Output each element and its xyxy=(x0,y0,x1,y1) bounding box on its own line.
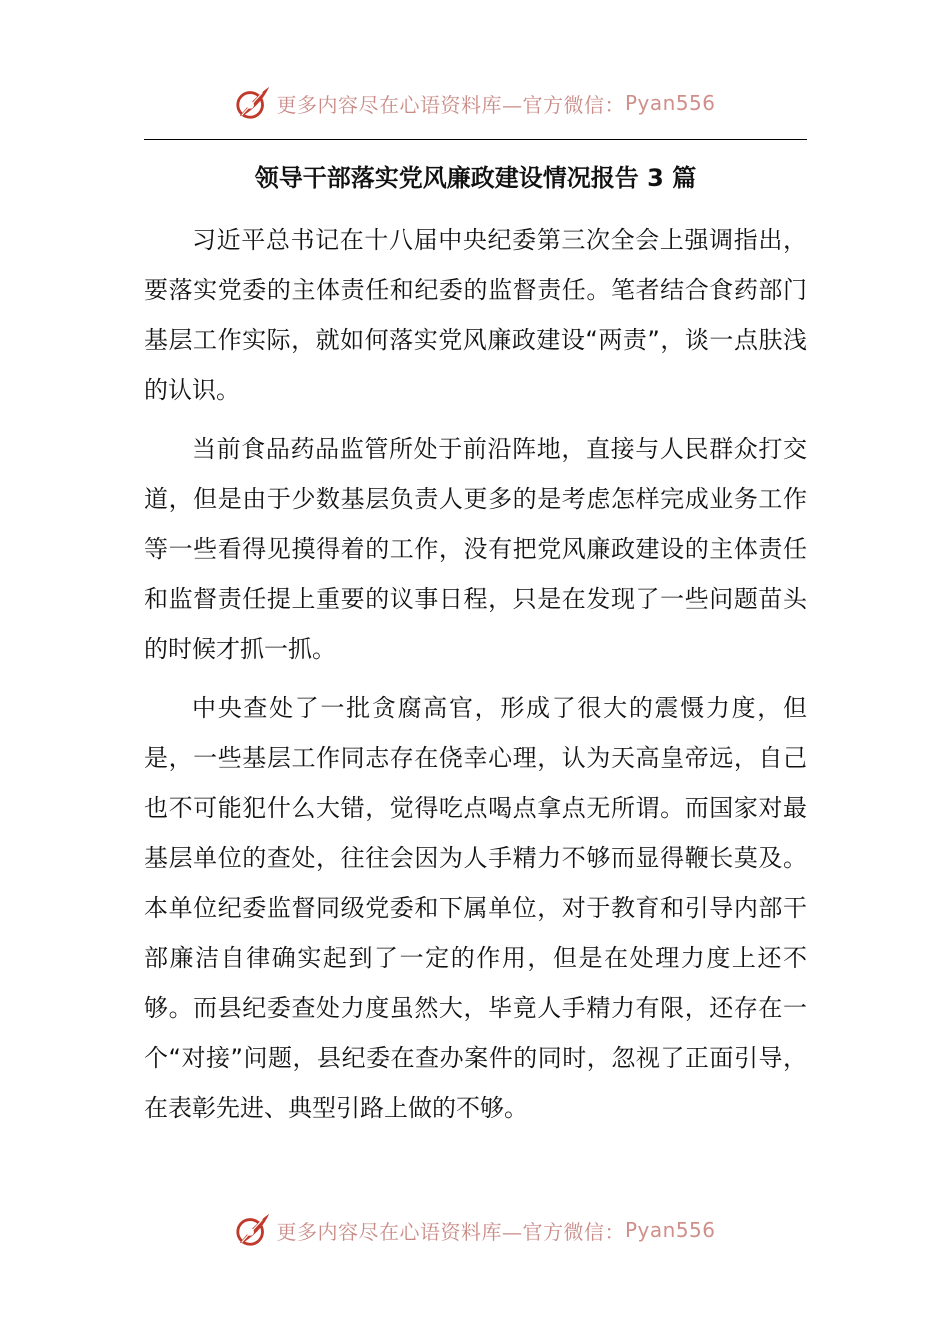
document-body xyxy=(144,215,807,1142)
body-paragraph: 中央查处了一批贪腐高官，形成了很大的震慑力度，但是，一些基层工作同志存在侥幸心理，认为天高皇帝远，自己也不可能犯什么大错，觉得吃点喝点拿点无所谓。而国家对最基层单位的查处，往往会因为人手精力不够而显得鞭长莫及。本单位纪委监督同级党委和下属单位，对于教育和引导内部干部廉洁自律确实起到了一定的作用，但是在处理力度上还不够。而县纪委查处力度虽然大，毕竟人手精力有限，还存在一个“对接”问题，县纪委在查办案件的同时，忽视了正面引导，在表彰先进、典型引路上做的不够。 xyxy=(144,694,807,1122)
body-paragraph: 习近平总书记在十八届中央纪委第三次全会上强调指出，要落实党委的主体责任和纪委的监督责任。笔者结合食药部门基层工作实际，就如何落实党风廉政建设“两责”，谈一点肤浅的认识。 xyxy=(144,226,807,404)
header-divider xyxy=(144,139,807,140)
watermark-text: 更多内容尽在心语资料库—官方微信： xyxy=(276,92,625,117)
document-title: 领导干部落实党风廉政建设情况报告 3 篇 xyxy=(254,164,697,192)
watermark-handle: Pyan556 xyxy=(624,1218,716,1242)
watermark-handle: Pyan556 xyxy=(624,91,716,115)
quill-pen-logo-icon xyxy=(234,1211,272,1249)
quill-pen-logo-icon xyxy=(234,84,272,122)
body-paragraph: 当前食品药品监管所处于前沿阵地，直接与人民群众打交道，但是由于少数基层负责人更多的是考虑怎样完成业务工作等一些看得见摸得着的工作，没有把党风廉政建设的主体责任和监督责任提上重要的议事日程，只是在发现了一些问题苗头的时候才抓一抓。 xyxy=(144,435,807,663)
header-watermark xyxy=(0,81,950,125)
watermark-text: 更多内容尽在心语资料库—官方微信： xyxy=(276,1219,625,1244)
footer-watermark xyxy=(0,1208,950,1252)
